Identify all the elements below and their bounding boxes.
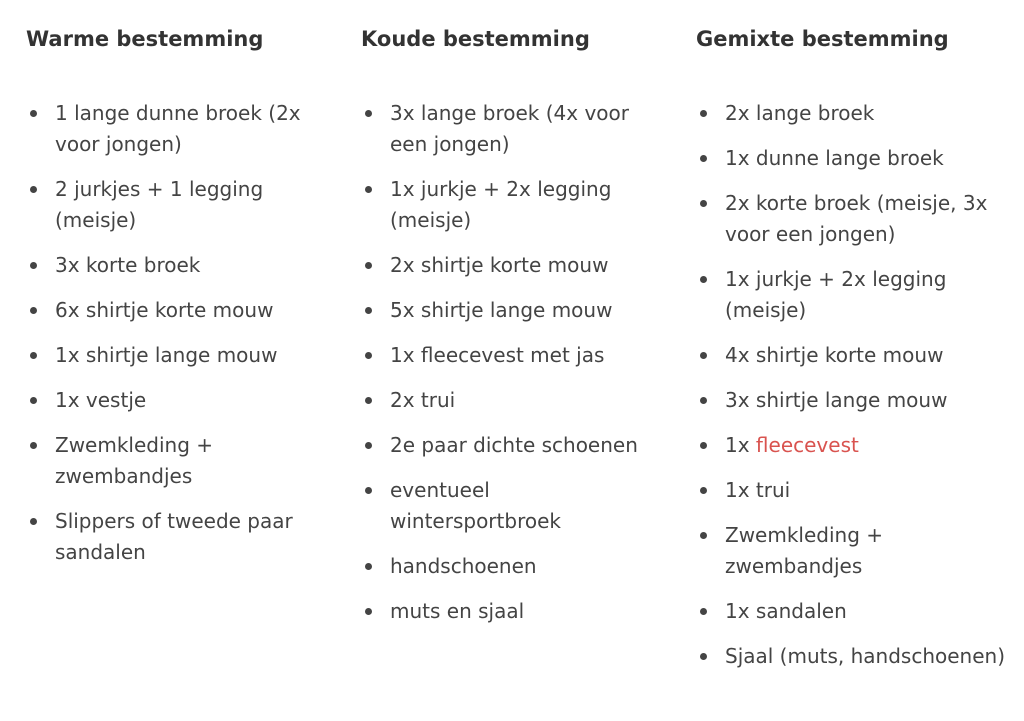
list-item — [361, 596, 661, 627]
bullet-icon — [30, 110, 37, 117]
bullet-icon — [365, 397, 372, 404]
list-item-text: 1x trui — [725, 478, 791, 502]
list-item — [26, 174, 326, 236]
list-item-text: eventueel wintersportbroek — [390, 478, 561, 533]
bullet-icon — [30, 186, 37, 193]
list-item — [361, 475, 661, 537]
list-item — [361, 295, 661, 326]
bullet-icon — [30, 307, 37, 314]
list-item-text: 6x shirtje korte mouw — [55, 298, 274, 322]
bullet-icon — [365, 608, 372, 615]
list-item-text: muts en sjaal — [390, 599, 525, 623]
list-item-text: 1x shirtje lange mouw — [55, 343, 278, 367]
bullet-icon — [365, 352, 372, 359]
bullet-icon — [365, 563, 372, 570]
packing-list — [361, 98, 661, 641]
list-item — [696, 596, 1006, 627]
list-item — [361, 340, 661, 371]
list-item — [696, 385, 1006, 416]
list-item — [26, 340, 326, 371]
packing-list — [26, 98, 326, 582]
column-cold-destination — [361, 24, 661, 623]
list-item — [26, 98, 326, 160]
bullet-icon — [700, 200, 707, 207]
bullet-icon — [365, 307, 372, 314]
bullet-icon — [365, 110, 372, 117]
list-item — [361, 551, 661, 582]
bullet-icon — [365, 186, 372, 193]
list-item-text: Zwemkleding + zwembandjes — [725, 523, 884, 578]
bullet-icon — [700, 532, 707, 539]
bullet-icon — [700, 608, 707, 615]
list-item-text: 2x trui — [390, 388, 456, 412]
column-mixed-destination — [696, 24, 1006, 668]
list-item — [361, 98, 661, 160]
list-item — [696, 641, 1006, 672]
list-item — [361, 385, 661, 416]
packing-list — [696, 98, 1006, 686]
list-item-text: 2x korte broek (meisje, 3x voor een jongen) — [725, 191, 988, 246]
bullet-icon — [700, 276, 707, 283]
column-heading: Warme bestemming — [26, 27, 264, 51]
list-item-text: 1x dunne lange broek — [725, 146, 944, 170]
list-item-text: 4x shirtje korte mouw — [725, 343, 944, 367]
list-item-text: 3x lange broek (4x voor een jongen) — [390, 101, 629, 156]
list-item — [26, 385, 326, 416]
bullet-icon — [700, 352, 707, 359]
list-item — [696, 520, 1006, 582]
bullet-icon — [700, 110, 707, 117]
bullet-icon — [30, 518, 37, 525]
list-item-text: 2e paar dichte schoenen — [390, 433, 638, 457]
list-item-text: 3x korte broek — [55, 253, 201, 277]
bullet-icon — [700, 397, 707, 404]
bullet-icon — [30, 352, 37, 359]
list-item-text: 2 jurkjes + 1 legging (meisje) — [55, 177, 264, 232]
bullet-icon — [700, 653, 707, 660]
list-item-text: Slippers of tweede paar sandalen — [55, 509, 293, 564]
list-item — [696, 430, 1006, 461]
column-warm-destination — [26, 24, 326, 564]
list-item-text: handschoenen — [390, 554, 537, 578]
column-heading: Gemixte bestemming — [696, 27, 949, 51]
list-item-text: 1x sandalen — [725, 599, 847, 623]
list-item-text: Zwemkleding + zwembandjes — [55, 433, 214, 488]
bullet-icon — [30, 397, 37, 404]
list-item — [361, 174, 661, 236]
list-item-text: 1 lange dunne broek (2x voor jongen) — [55, 101, 301, 156]
list-item — [696, 98, 1006, 129]
list-item — [26, 295, 326, 326]
bullet-icon — [365, 442, 372, 449]
list-item — [26, 250, 326, 281]
bullet-icon — [365, 487, 372, 494]
bullet-icon — [700, 442, 707, 449]
list-item-text: 5x shirtje lange mouw — [390, 298, 613, 322]
bullet-icon — [30, 262, 37, 269]
list-item — [696, 264, 1006, 326]
fleecevest-link[interactable]: fleecevest — [755, 433, 859, 457]
bullet-icon — [30, 442, 37, 449]
column-heading: Koude bestemming — [361, 27, 590, 51]
list-item — [26, 506, 326, 568]
list-item — [696, 340, 1006, 371]
list-item — [361, 430, 661, 461]
list-item-text: 2x lange broek — [725, 101, 875, 125]
list-item-text: Sjaal (muts, handschoenen) — [725, 644, 1006, 668]
list-item-text: 1x vestje — [55, 388, 147, 412]
list-item — [696, 188, 1006, 250]
list-item — [361, 250, 661, 281]
bullet-icon — [700, 487, 707, 494]
list-item-text: 1x jurkje + 2x legging (meisje) — [390, 177, 612, 232]
list-item-text: 1x — [725, 433, 756, 457]
list-item — [696, 143, 1006, 174]
bullet-icon — [700, 155, 707, 162]
bullet-icon — [365, 262, 372, 269]
list-item — [26, 430, 326, 492]
list-item-text: 3x shirtje lange mouw — [725, 388, 948, 412]
list-item — [696, 475, 1006, 506]
list-item-text: 1x fleecevest met jas — [390, 343, 605, 367]
list-item-text: 2x shirtje korte mouw — [390, 253, 609, 277]
list-item-text: 1x jurkje + 2x legging (meisje) — [725, 267, 947, 322]
